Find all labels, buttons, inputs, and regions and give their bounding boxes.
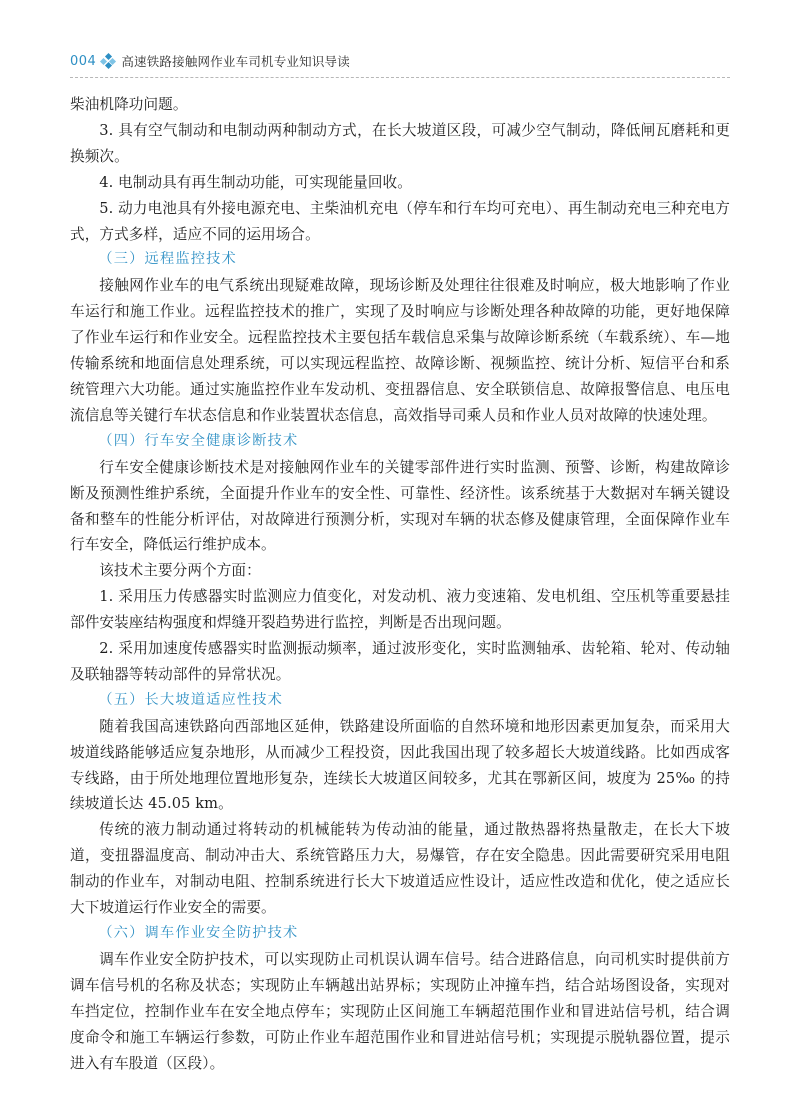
header-divider — [70, 77, 730, 78]
body-paragraph: 该技术主要分两个方面： — [99, 562, 261, 580]
section-heading: （五）长大坡道适应性技术 — [98, 691, 284, 708]
body-paragraph: 4. 电制动具有再生制动功能，可实现能量回收。 — [99, 173, 412, 191]
body-paragraph: 3. 具有空气制动和电制动两种制动方式，在长大坡道区段，可减少空气制动，降低闸瓦磨耗和更换频次。 — [70, 121, 730, 165]
section-heading: （三）远程监控技术 — [98, 251, 237, 268]
body-paragraph: 1. 采用压力传感器实时监测应力值变化，对发动机、液力变速箱、发电机组、空压机等重要悬挂部件安装座结构强度和焊缝开裂趋势进行监控，判断是否出现问题。 — [70, 588, 730, 632]
body-paragraph: 柴油机降功问题。 — [70, 96, 188, 113]
body-paragraph: 5. 动力电池具有外接电源充电、主柴油机充电（停车和行车均可充电）、再生制动充电三种充电方式，方式多样，适应不同的运用场合。 — [70, 199, 730, 243]
body-paragraph: 2. 采用加速度传感器实时监测振动频率，通过波形变化，实时监测轴承、齿轮箱、轮对、传动轴及联轴器等转动部件的异常状况。 — [70, 640, 730, 683]
body-paragraph: 调车作业安全防护技术，可以实现防止司机误认调车信号。结合进路信息，向司机实时提供前方调车信号机的名称及状态；实现防止车辆越出站界标；实现防止冲撞车挡，结合站场图设备，实现对车挡定位，控制作业车在安全地点停车；实现防止区间施工车辆超范围作业和冒进站信号机，结合调度命令和施工车辆运行参数，可防止作业车超范围作业和冒进站信号机；实现提示脱轨器位置，提示进入有车股道（区段）。 — [70, 950, 730, 1072]
body-paragraph: 传统的液力制动通过将转动的机械能转为传动油的能量，通过散热器将热量散走，在长大下坡道，变扭器温度高、制动冲击大、系统管路压力大，易爆管，存在安全隐患。因此需要研究采用电阻制动的作业车，对制动电阻、控制系统进行长大下坡道适应性设计，适应性改造和优化，使之适应长大下坡道运行作业安全的需要。 — [70, 821, 730, 917]
running-header-title: 高速铁路接触网作业车司机专业知识导读 — [121, 54, 350, 69]
body-paragraph: 行车安全健康诊断技术是对接触网作业车的关键零部件进行实时监测、预警、诊断，构建故障诊断及预测性维护系统，全面提升作业车的安全性、可靠性、经济性。该系统基于大数据对车辆关键设备和整车的性能分析评估，对故障进行预测分析，实现对车辆的状态修及健康管理，全面保障作业车行车安全，降低运行维护成本。 — [70, 458, 730, 554]
section-heading: （六）调车作业安全防护技术 — [98, 925, 299, 941]
page-header — [70, 48, 350, 74]
diamond-ornament-icon — [101, 54, 115, 68]
page-body — [70, 92, 730, 1076]
body-paragraph: 接触网作业车的电气系统出现疑难故障，现场诊断及处理往往很难及时响应，极大地影响了作业车运行和施工作业。远程监控技术的推广，实现了及时响应与诊断处理各种故障的功能，更好地保障了作业车运行和作业安全。远程监控技术主要包括车载信息采集与故障诊断系统（车载系统）、车—地传输系统和地面信息处理系统，可以实现远程监控、故障诊断、视频监控、统计分析、短信平台和系统管理六大功能。通过实施监控作业车发动机、变扭器信息、安全联锁信息、故障报警信息、电压电流信息等关键行车状态信息和作业装置状态信息，高效指导司乘人员和作业人员对故障的快速处理。 — [70, 277, 730, 424]
body-paragraph: 随着我国高速铁路向西部地区延伸，铁路建设所面临的自然环境和地形因素更加复杂，而采用大坡道线路能够适应复杂地形，从而减少工程投资，因此我国出现了较多超长大坡道线路。比如西成客专线路，由于所处地理位置地形复杂，连续长大坡道区间较多，尤其在鄂新区间，坡度为 25‰ 的持续坡道长达 45.05 km。 — [70, 717, 730, 813]
page-number: 004 — [70, 53, 97, 69]
section-heading: （四）行车安全健康诊断技术 — [98, 432, 299, 449]
